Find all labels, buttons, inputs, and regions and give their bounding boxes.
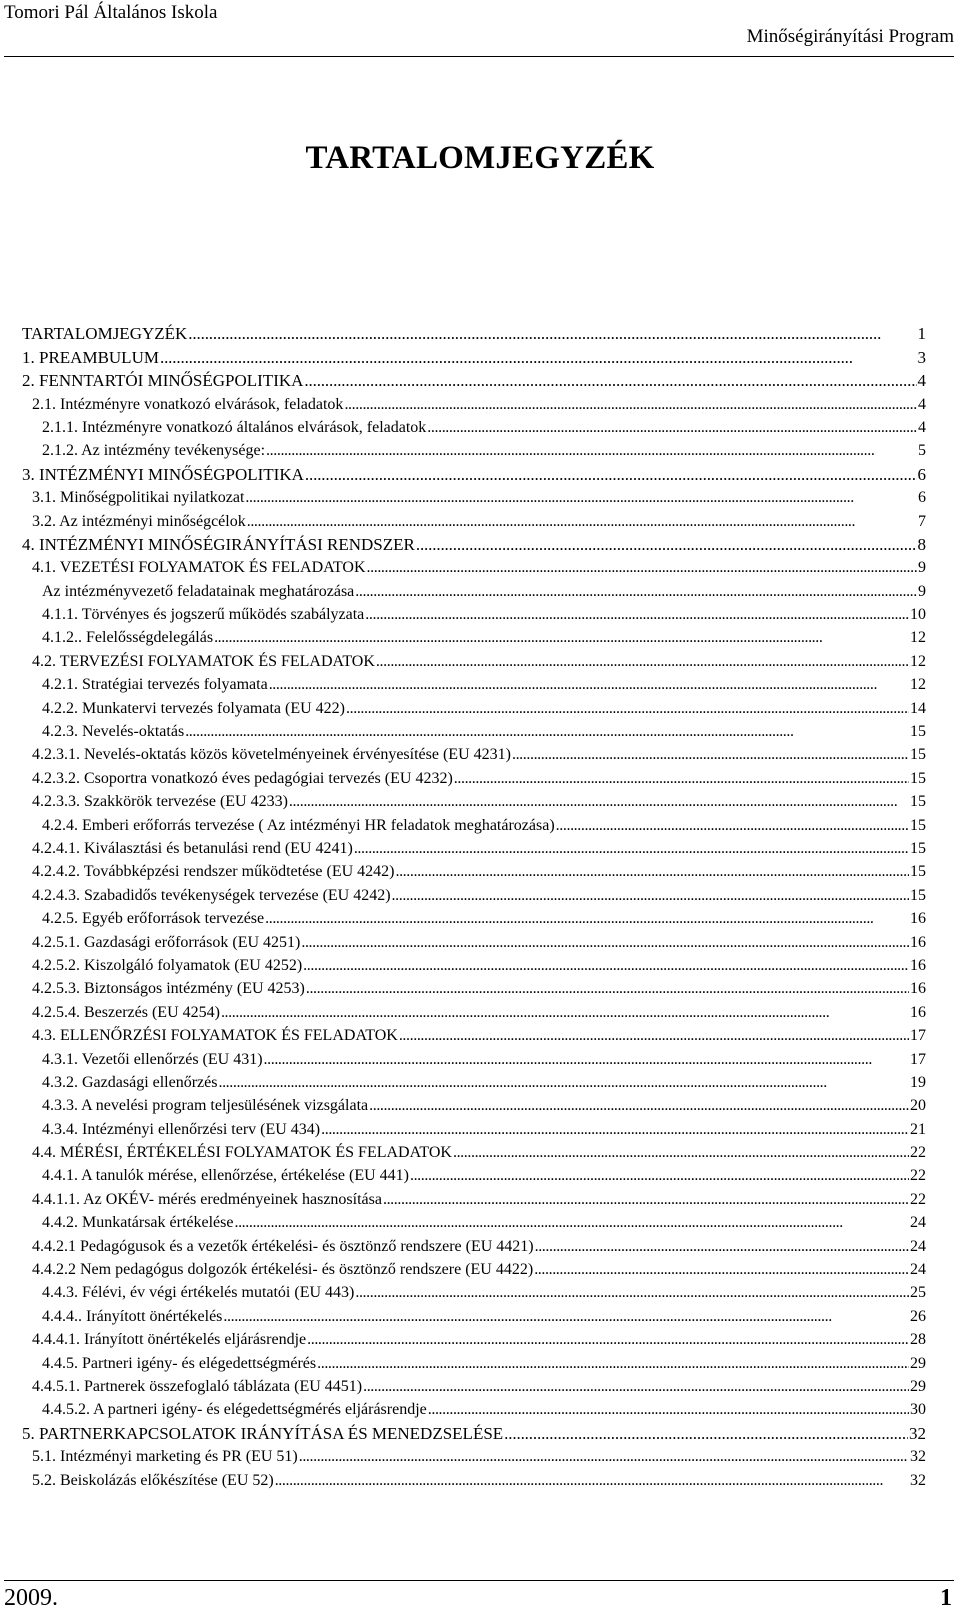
toc-entry[interactable] (22, 1070, 926, 1093)
toc-entry-page: 6 (917, 464, 926, 484)
toc-entry-page: 17 (910, 1050, 926, 1068)
toc-leader-dots (369, 1096, 909, 1116)
toc-entry-title: 4.4.4.1. Irányított önértékelés eljárásrendje (32, 1331, 307, 1349)
toc-entry-title: 4.2.3.2. Csoportra vonatkozó éves pedagógiai tervezés (EU 4232) (32, 769, 453, 787)
toc-leader-dots (266, 441, 917, 461)
toc-leader-dots (392, 886, 909, 906)
toc-leader-dots (218, 1073, 909, 1093)
toc-leader-dots (160, 348, 917, 368)
toc-leader-dots (304, 371, 916, 391)
toc-entry[interactable] (22, 719, 926, 742)
toc-entry-page: 9 (918, 559, 926, 577)
toc-leader-dots (395, 862, 909, 882)
toc-leader-dots (321, 1120, 909, 1140)
toc-leader-dots (307, 1330, 909, 1350)
toc-leader-dots (428, 1400, 909, 1420)
toc-entry-title: 4.4.4.. Irányított önértékelés (42, 1307, 223, 1325)
toc-entry-page: 29 (910, 1377, 926, 1395)
toc-entry-title: 4.1.1. Törvényes és jogszerű működés szabályzata (42, 606, 365, 624)
toc-leader-dots (355, 582, 917, 602)
toc-entry-title: 3. INTÉZMÉNYI MINŐSÉGPOLITIKA (22, 464, 304, 484)
toc-entry[interactable] (22, 836, 926, 859)
toc-entry[interactable] (22, 555, 926, 578)
toc-entry-page: 12 (910, 652, 926, 670)
toc-entry-page: 24 (910, 1214, 926, 1232)
toc-entry[interactable] (22, 859, 926, 882)
toc-leader-dots (535, 1237, 909, 1257)
toc-entry-title: 1. PREAMBULUM (22, 347, 159, 367)
toc-entry-page: 4 (918, 418, 926, 436)
toc-leader-dots (416, 535, 917, 555)
footer-rule (4, 1580, 954, 1581)
toc-entry-page: 28 (910, 1331, 926, 1349)
page-title: TARTALOMJEGYZÉK (305, 140, 655, 176)
toc-leader-dots (303, 956, 909, 976)
toc-entry-title: 3.2. Az intézményi minőségcélok (32, 512, 246, 530)
header-rule (4, 56, 954, 57)
toc-leader-dots (376, 652, 909, 672)
toc-entry-page: 4 (918, 395, 926, 413)
toc-entry[interactable] (22, 1444, 926, 1467)
toc-entry-page: 15 (910, 863, 926, 881)
toc-entry[interactable] (22, 929, 926, 952)
toc-entry-title: 4.4.5. Partneri igény- és elégedettségmérés (42, 1354, 317, 1372)
toc-entry-page: 16 (910, 933, 926, 951)
toc-leader-dots (234, 1213, 909, 1233)
toc-entry-page: 12 (910, 629, 926, 647)
toc-entry-title: 4.4.1.1. Az OKÉV- mérés eredményeinek hasznosítása (32, 1190, 382, 1208)
toc-entry-page: 15 (910, 886, 926, 904)
toc-entry-page: 22 (910, 1190, 926, 1208)
toc-entry-page: 19 (910, 1073, 926, 1091)
toc-leader-dots (453, 1143, 909, 1163)
toc-entry[interactable] (22, 1210, 926, 1233)
toc-entry-page: 20 (910, 1097, 926, 1115)
toc-leader-dots (269, 675, 909, 695)
toc-entry-page: 26 (910, 1307, 926, 1325)
toc-entry-page: 29 (910, 1354, 926, 1372)
toc-entry-title: 4.2.3.1. Nevelés-oktatás közös követelményeinek érvényesítése (EU 4231) (32, 746, 511, 764)
toc-leader-dots (363, 1377, 909, 1397)
toc-entry-page: 5 (918, 442, 926, 460)
toc-leader-dots (454, 769, 909, 789)
toc-entry[interactable] (22, 1140, 926, 1163)
toc-entry-title: 4.3.4. Intézményi ellenőrzési terv (EU 434) (42, 1120, 321, 1138)
toc-entry[interactable] (22, 765, 926, 788)
toc-entry-title: 4.4.3. Félévi, év végi értékelés mutatói (EU 443) (42, 1284, 355, 1302)
toc-entry-title: 5.1. Intézményi marketing és PR (EU 51) (32, 1448, 298, 1466)
toc-entry[interactable] (22, 461, 926, 484)
toc-entry[interactable] (22, 1374, 926, 1397)
toc-entry[interactable] (22, 508, 926, 531)
toc-entry-title: 4.2.1. Stratégiai tervezés folyamata (42, 676, 268, 694)
toc-entry[interactable] (22, 321, 926, 344)
toc-entry-title: 4.4.5.1. Partnerek összefoglaló táblázata (EU 4451) (32, 1377, 363, 1395)
toc-leader-dots (504, 1424, 908, 1444)
toc-entry[interactable] (22, 1420, 926, 1443)
toc-entry[interactable] (22, 882, 926, 905)
toc-entry[interactable] (22, 602, 926, 625)
toc-entry-page: 32 (909, 1423, 926, 1443)
toc-entry-title: 4.2.5.4. Beszerzés (EU 4254) (32, 1003, 220, 1021)
toc-leader-dots (188, 324, 916, 344)
toc-leader-dots (317, 1354, 909, 1374)
toc-entry-title: 2.1.2. Az intézmény tevékenysége: (42, 442, 266, 460)
toc-entry[interactable] (22, 368, 926, 391)
toc-entry-page: 6 (918, 489, 926, 507)
toc-leader-dots (512, 745, 909, 765)
toc-leader-dots (344, 395, 917, 415)
toc-leader-dots (354, 839, 909, 859)
toc-entry-page: 15 (910, 723, 926, 741)
toc-entry-page: 15 (910, 839, 926, 857)
toc-entry-page: 15 (910, 816, 926, 834)
toc-entry-page: 15 (910, 746, 926, 764)
toc-entry[interactable] (22, 976, 926, 999)
toc-leader-dots (399, 1026, 909, 1046)
toc-entry[interactable] (22, 625, 926, 648)
toc-entry-title: 4.3.3. A nevelési program teljesülésének vizsgálata (42, 1097, 369, 1115)
toc-entry-title: 4.2.5.3. Biztonságos intézmény (EU 4253) (32, 980, 305, 998)
toc-entry-title: 4.2.4. Emberi erőforrás tervezése ( Az intézményi HR feladatok meghatározása) (42, 816, 555, 834)
toc-entry-page: 16 (910, 980, 926, 998)
toc-entry[interactable] (22, 1327, 926, 1350)
toc-entry-page: 10 (910, 606, 926, 624)
program-name: Minőségirányítási Program (746, 26, 954, 47)
toc-entry-page: 9 (918, 582, 926, 600)
toc-entry-title: 4.2.5. Egyéb erőforrások tervezése (42, 910, 265, 928)
toc-leader-dots (214, 628, 909, 648)
toc-entry-title: 3.1. Minőségpolitikai nyilatkozat (32, 489, 245, 507)
toc-entry-page: 22 (910, 1144, 926, 1162)
toc-leader-dots (275, 1471, 909, 1491)
toc-entry-title: 4.4.2.1 Pedagógusok és a vezetők értékelési- és ösztönző rendszere (EU 4421) (32, 1237, 534, 1255)
toc-leader-dots (247, 512, 917, 532)
toc-leader-dots (221, 1003, 909, 1023)
toc-entry-title: 4.1. VEZETÉSI FOLYAMATOK ÉS FELADATOK (32, 559, 366, 577)
toc-entry-page: 15 (910, 793, 926, 811)
toc-leader-dots (245, 488, 917, 508)
footer-year: 2009. (4, 1585, 58, 1611)
toc-entry-page: 32 (910, 1471, 926, 1489)
toc-entry-title: 4.2. TERVEZÉSI FOLYAMATOK ÉS FELADATOK (32, 652, 375, 670)
toc-entry-title: 4.2.4.1. Kiválasztási és betanulási rend (EU 4241) (32, 839, 353, 857)
toc-entry-title: 4.3.2. Gazdasági ellenőrzés (42, 1073, 218, 1091)
toc-entry[interactable] (22, 999, 926, 1022)
toc-entry[interactable] (22, 1350, 926, 1373)
toc-entry[interactable] (22, 789, 926, 812)
toc-entry-title: 4.2.3.3. Szakkörök tervezése (EU 4233) (32, 793, 288, 811)
toc-entry[interactable] (22, 1093, 926, 1116)
toc-entry[interactable] (22, 953, 926, 976)
toc-entry[interactable] (22, 1163, 926, 1186)
toc-entry-page: 17 (910, 1027, 926, 1045)
toc-entry-page: 16 (910, 1003, 926, 1021)
toc-entry[interactable] (22, 1280, 926, 1303)
toc-entry-page: 16 (910, 910, 926, 928)
toc-leader-dots (223, 1307, 909, 1327)
toc-entry-title: 4.2.5.1. Gazdasági erőforrások (EU 4251) (32, 933, 301, 951)
toc-leader-dots (556, 816, 909, 836)
toc-leader-dots (306, 979, 909, 999)
toc-entry[interactable] (22, 438, 926, 461)
toc-leader-dots (264, 1050, 909, 1070)
toc-entry-page: 7 (918, 512, 926, 530)
toc-entry[interactable] (22, 695, 926, 718)
toc-leader-dots (534, 1260, 909, 1280)
toc-entry-title: TARTALOMJEGYZÉK (22, 324, 188, 344)
toc-leader-dots (383, 1190, 909, 1210)
toc-entry[interactable] (22, 1023, 926, 1046)
toc-entry-page: 4 (917, 371, 926, 391)
toc-entry-title: 2.1. Intézményre vonatkozó elvárások, feladatok (32, 395, 344, 413)
school-name: Tomori Pál Általános Iskola (4, 2, 218, 23)
toc-entry[interactable] (22, 578, 926, 601)
toc-entry-title: 4.4.1. A tanulók mérése, ellenőrzése, értékelése (EU 441) (42, 1167, 409, 1185)
toc-entry[interactable] (22, 648, 926, 671)
toc-entry-title: 4.4. MÉRÉSI, ÉRTÉKELÉSI FOLYAMATOK ÉS FELADATOK (32, 1144, 452, 1162)
toc-entry[interactable] (22, 812, 926, 835)
toc-leader-dots (410, 1166, 909, 1186)
toc-entry-title: Az intézményvezető feladatainak meghatározása (42, 582, 355, 600)
toc-leader-dots (289, 792, 909, 812)
toc-entry-title: 2.1.1. Intézményre vonatkozó általános elvárások, feladatok (42, 418, 427, 436)
toc-entry[interactable] (22, 391, 926, 414)
toc-entry[interactable] (22, 1233, 926, 1256)
footer-page-number: 1 (940, 1585, 952, 1611)
toc-leader-dots (301, 933, 909, 953)
toc-entry-title: 4.4.2.2 Nem pedagógus dolgozók értékelési- és ösztönző rendszere (EU 4422) (32, 1261, 534, 1279)
toc-entry-title: 4. INTÉZMÉNYI MINŐSÉGIRÁNYÍTÁSI RENDSZER (22, 534, 415, 554)
toc-entry-title: 5.2. Beiskolázás előkészítése (EU 52) (32, 1471, 274, 1489)
toc-entry-title: 4.4.2. Munkatársak értékelése (42, 1214, 234, 1232)
toc-leader-dots (185, 722, 909, 742)
toc-entry[interactable] (22, 344, 926, 367)
toc-entry-title: 4.2.3. Nevelés-oktatás (42, 723, 185, 741)
toc-entry-title: 5. PARTNERKAPCSOLATOK IRÁNYÍTÁSA ÉS MENEDZSELÉSE (22, 1423, 504, 1443)
toc-entry-page: 22 (910, 1167, 926, 1185)
toc-entry[interactable] (22, 1303, 926, 1326)
toc-entry-page: 15 (910, 769, 926, 787)
toc-entry-title: 4.2.5.2. Kiszolgáló folyamatok (EU 4252) (32, 956, 303, 974)
toc-entry[interactable] (22, 532, 926, 555)
toc-entry-title: 4.4.5.2. A partneri igény- és elégedettségmérés eljárásrendje (42, 1401, 427, 1419)
toc-entry-page: 21 (910, 1120, 926, 1138)
toc-entry[interactable] (22, 906, 926, 929)
toc-entry-page: 8 (917, 534, 926, 554)
page-header (4, 2, 954, 47)
toc-entry[interactable] (22, 1116, 926, 1139)
toc-leader-dots (427, 418, 917, 438)
toc-entry-title: 4.3. ELLENŐRZÉSI FOLYAMATOK ÉS FELADATOK (32, 1027, 398, 1045)
toc-entry-title: 4.2.4.3. Szabadidős tevékenységek tervezése (EU 4242) (32, 886, 391, 904)
toc-entry-page: 24 (910, 1261, 926, 1279)
toc-leader-dots (305, 465, 917, 485)
toc-entry[interactable] (22, 1257, 926, 1280)
toc-entry-page: 12 (910, 676, 926, 694)
toc-entry-page: 14 (910, 699, 926, 717)
toc-entry-page: 3 (917, 347, 926, 367)
toc-leader-dots (299, 1447, 909, 1467)
toc-entry[interactable] (22, 485, 926, 508)
toc-entry-title: 2. FENNTARTÓI MINŐSÉGPOLITIKA (22, 371, 304, 391)
toc-entry[interactable] (22, 672, 926, 695)
toc-entry[interactable] (22, 1397, 926, 1420)
toc-entry[interactable] (22, 742, 926, 765)
toc-entry[interactable] (22, 1186, 926, 1209)
toc-leader-dots (346, 699, 909, 719)
toc-leader-dots (367, 558, 917, 578)
toc-leader-dots (265, 909, 909, 929)
toc-entry-title: 4.2.4.2. Továbbképzési rendszer működtetése (EU 4242) (32, 863, 395, 881)
toc-leader-dots (355, 1283, 909, 1303)
table-of-contents (22, 321, 926, 1491)
toc-entry-page: 1 (917, 324, 926, 344)
toc-entry-page: 30 (910, 1401, 926, 1419)
toc-leader-dots (365, 605, 909, 625)
toc-entry-title: 4.1.2.. Felelősségdelegálás (42, 629, 214, 647)
toc-entry-title: 4.3.1. Vezetői ellenőrzés (EU 431) (42, 1050, 263, 1068)
toc-entry-page: 16 (910, 956, 926, 974)
toc-entry[interactable] (22, 415, 926, 438)
toc-entry-title: 4.2.2. Munkatervi tervezés folyamata (EU 422) (42, 699, 346, 717)
toc-entry-page: 32 (910, 1448, 926, 1466)
toc-entry[interactable] (22, 1467, 926, 1490)
toc-entry[interactable] (22, 1046, 926, 1069)
toc-entry-page: 24 (910, 1237, 926, 1255)
toc-entry-page: 25 (910, 1284, 926, 1302)
